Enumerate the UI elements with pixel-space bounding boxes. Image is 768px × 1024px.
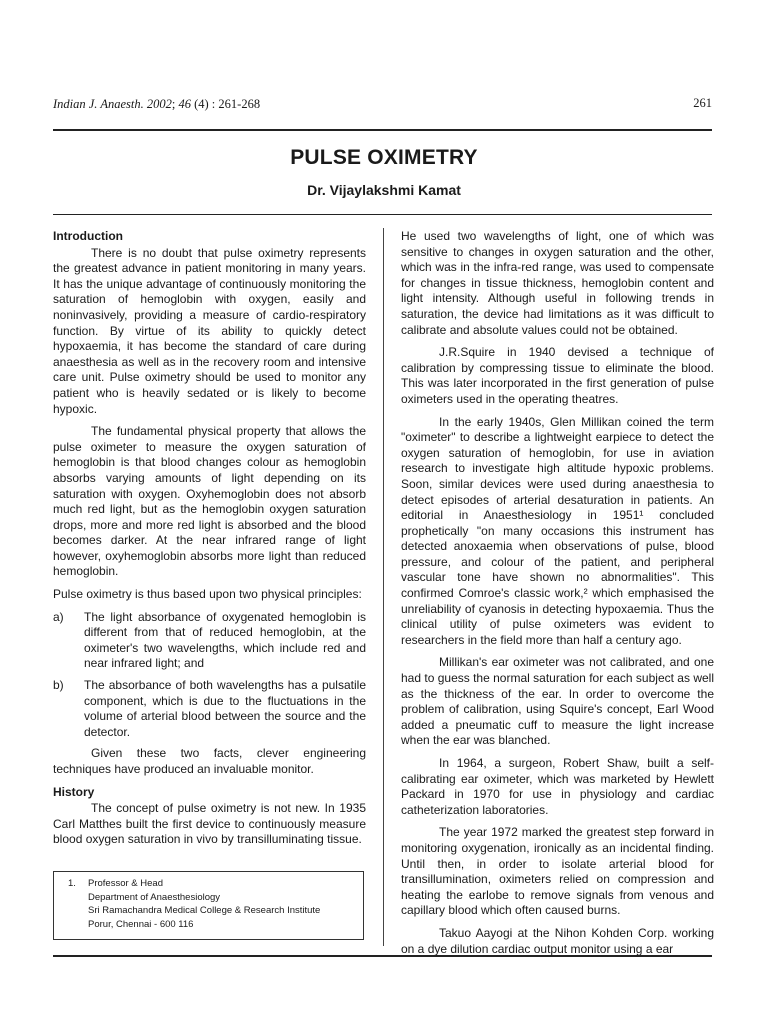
affiliation-line: Porur, Chennai - 600 116 [88,918,194,930]
journal-name: Indian J. Anaesth. [53,97,144,111]
affiliation-line: Department of Anaesthesiology [88,891,221,903]
journal-issue: (4) [194,97,209,111]
page-number: 261 [693,96,712,110]
body-paragraph-1: He used two wavelengths of light, one of which was sensitive to changes in oxygen saturation and the other, which was in the infra-red range, was used to compensate for changes in tissue thickness, hemoglobin content and light intensity. Although useful in following trends in saturation, the device had limitations as it was difficult to calibrate and absolute values could not be obtained. [401,229,714,337]
header-rule [53,129,712,131]
list-marker: b) [53,678,64,693]
intro-paragraph-3: Pulse oximetry is thus based upon two physical principles: [53,587,362,602]
history-paragraph-1: The concept of pulse oximetry is not new. In 1935 Carl Matthes built the first device to continuously measure blood oxygen saturation in vivo by transilluminating tissue. [53,801,366,847]
list-text: The light absorbance of oxygenated hemoglobin is different from that of reduced hemoglobin, at the oximeter's two wavelengths, which include red and near infrared light; and [84,609,366,671]
journal-pages: 261-268 [218,97,261,111]
body-paragraph-2: J.R.Squire in 1940 devised a technique of calibration by compressing tissue to eliminate the blood. This was later incorporated in the first generation of pulse oximeters used in the operating theatres. [401,345,714,406]
affiliation-line: Sri Ramachandra Medical College & Research Institute [88,905,321,917]
journal-year: 2002 [146,97,172,111]
affiliation-line: Professor & Head [88,878,163,889]
principle-item-a [53,610,366,672]
body-paragraph-4: Millikan's ear oximeter was not calibrated, and one had to guess the normal saturation for each subject as well as the thickness of the ear. In order to overcome the problem of calibration, using Squire's concept, Earl Wood added a pneumatic cuff to measure the light increase when the ear was blanched. [401,655,714,748]
left-column [53,229,366,855]
affiliation-footnote [53,871,364,940]
journal-citation: Indian J. Anaesth. 2002; 46 (4) : 261-268 [53,97,261,111]
list-text: The absorbance of both wavelengths has a pulsatile component, which is due to the fluctuations in the volume of arterial blood between the source and the detector. [84,678,366,739]
body-paragraph-7: Takuo Aayogi at the Nihon Kohden Corp. working on a dye dilution cardiac output monitor using a ear [401,925,714,956]
footnote-number: 1. [68,878,76,889]
intro-paragraph-4: Given these two facts, clever engineering techniques have produced an invaluable monitor. [53,746,366,776]
column-divider [383,228,384,946]
body-paragraph-6: The year 1972 marked the greatest step forward in monitoring oxygenation, ironically as an incidental finding. Until then, in order to isolate arterial blood for transillumination, oximeters relied on compression and heating the earlobe to remove signals from venous and capillary blood which often caused burns. [401,825,714,918]
principle-item-b [53,678,366,740]
footer-rule [53,955,712,957]
journal-volume: 46 [178,97,191,111]
title-rule [53,214,712,215]
body-paragraph-3: In the early 1940s, Glen Millikan coined the term "oximeter" to describe a lightweight earpiece to detect the oxygen saturation of hemoglobin, for use in aviation research to investigate high altitude hypoxic problems. Soon, similar devices were used during anaesthesia to detect episodes of arterial desaturation in patients. An editorial in Anaesthesiology in 1951¹ concluded prophetically "on many occasions this instrument has detected anoxaemia when observations of pulse, blood pressure, and colour of the patient, and peripheral vascular tone have shown no abnormalities". This confirmed Comroe's classic work,² which emphasised the unreliability of cyanosis in detecting hypoxaemia. Thus the clinical utility of pulse oximeters was evident to researchers in the field more than half a century ago. [401,414,714,647]
list-marker: a) [53,609,64,624]
introduction-heading: Introduction [53,229,123,243]
intro-paragraph-1: There is no doubt that pulse oximetry represents the greatest advance in patient monitoring in many years. It has the unique advantage of continuously monitoring the saturation of hemoglobin with oxygen, easily and noninvasively, providing a measure of cardio-respiratory function. By virtue of its ability to quickly detect hypoxaemia, it has become the standard of care during anaesthesia as well as in the recovery room and intensive care unit. Pulse oximetry should be used to monitor any patient who is heavily sedated or is likely to become hypoxic. [53,245,366,416]
article-title: PULSE OXIMETRY [290,146,478,169]
body-paragraph-5: In 1964, a surgeon, Robert Shaw, built a self-calibrating ear oximeter, which was marketed by Hewlett Packard in 1970 for use in physiology and cardiac catheterization laboratories. [401,756,714,817]
article-author: Dr. Vijaylakshmi Kamat [307,182,461,198]
history-heading: History [53,784,95,799]
right-column [401,229,714,964]
intro-paragraph-2: The fundamental physical property that allows the pulse oximeter to measure the oxygen saturation of hemoglobin is that blood changes colour as hemoglobin absorbs varying amounts of light depending on its saturation with oxygen. Oxyhemoglobin does not absorb much red light, but as the hemoglobin oxygen saturation drops, more and more red light is absorbed and the blood becomes darker. At the near infrared range of light however, oxyhemoglobin absorbs more light than reduced hemoglobin. [53,424,366,579]
